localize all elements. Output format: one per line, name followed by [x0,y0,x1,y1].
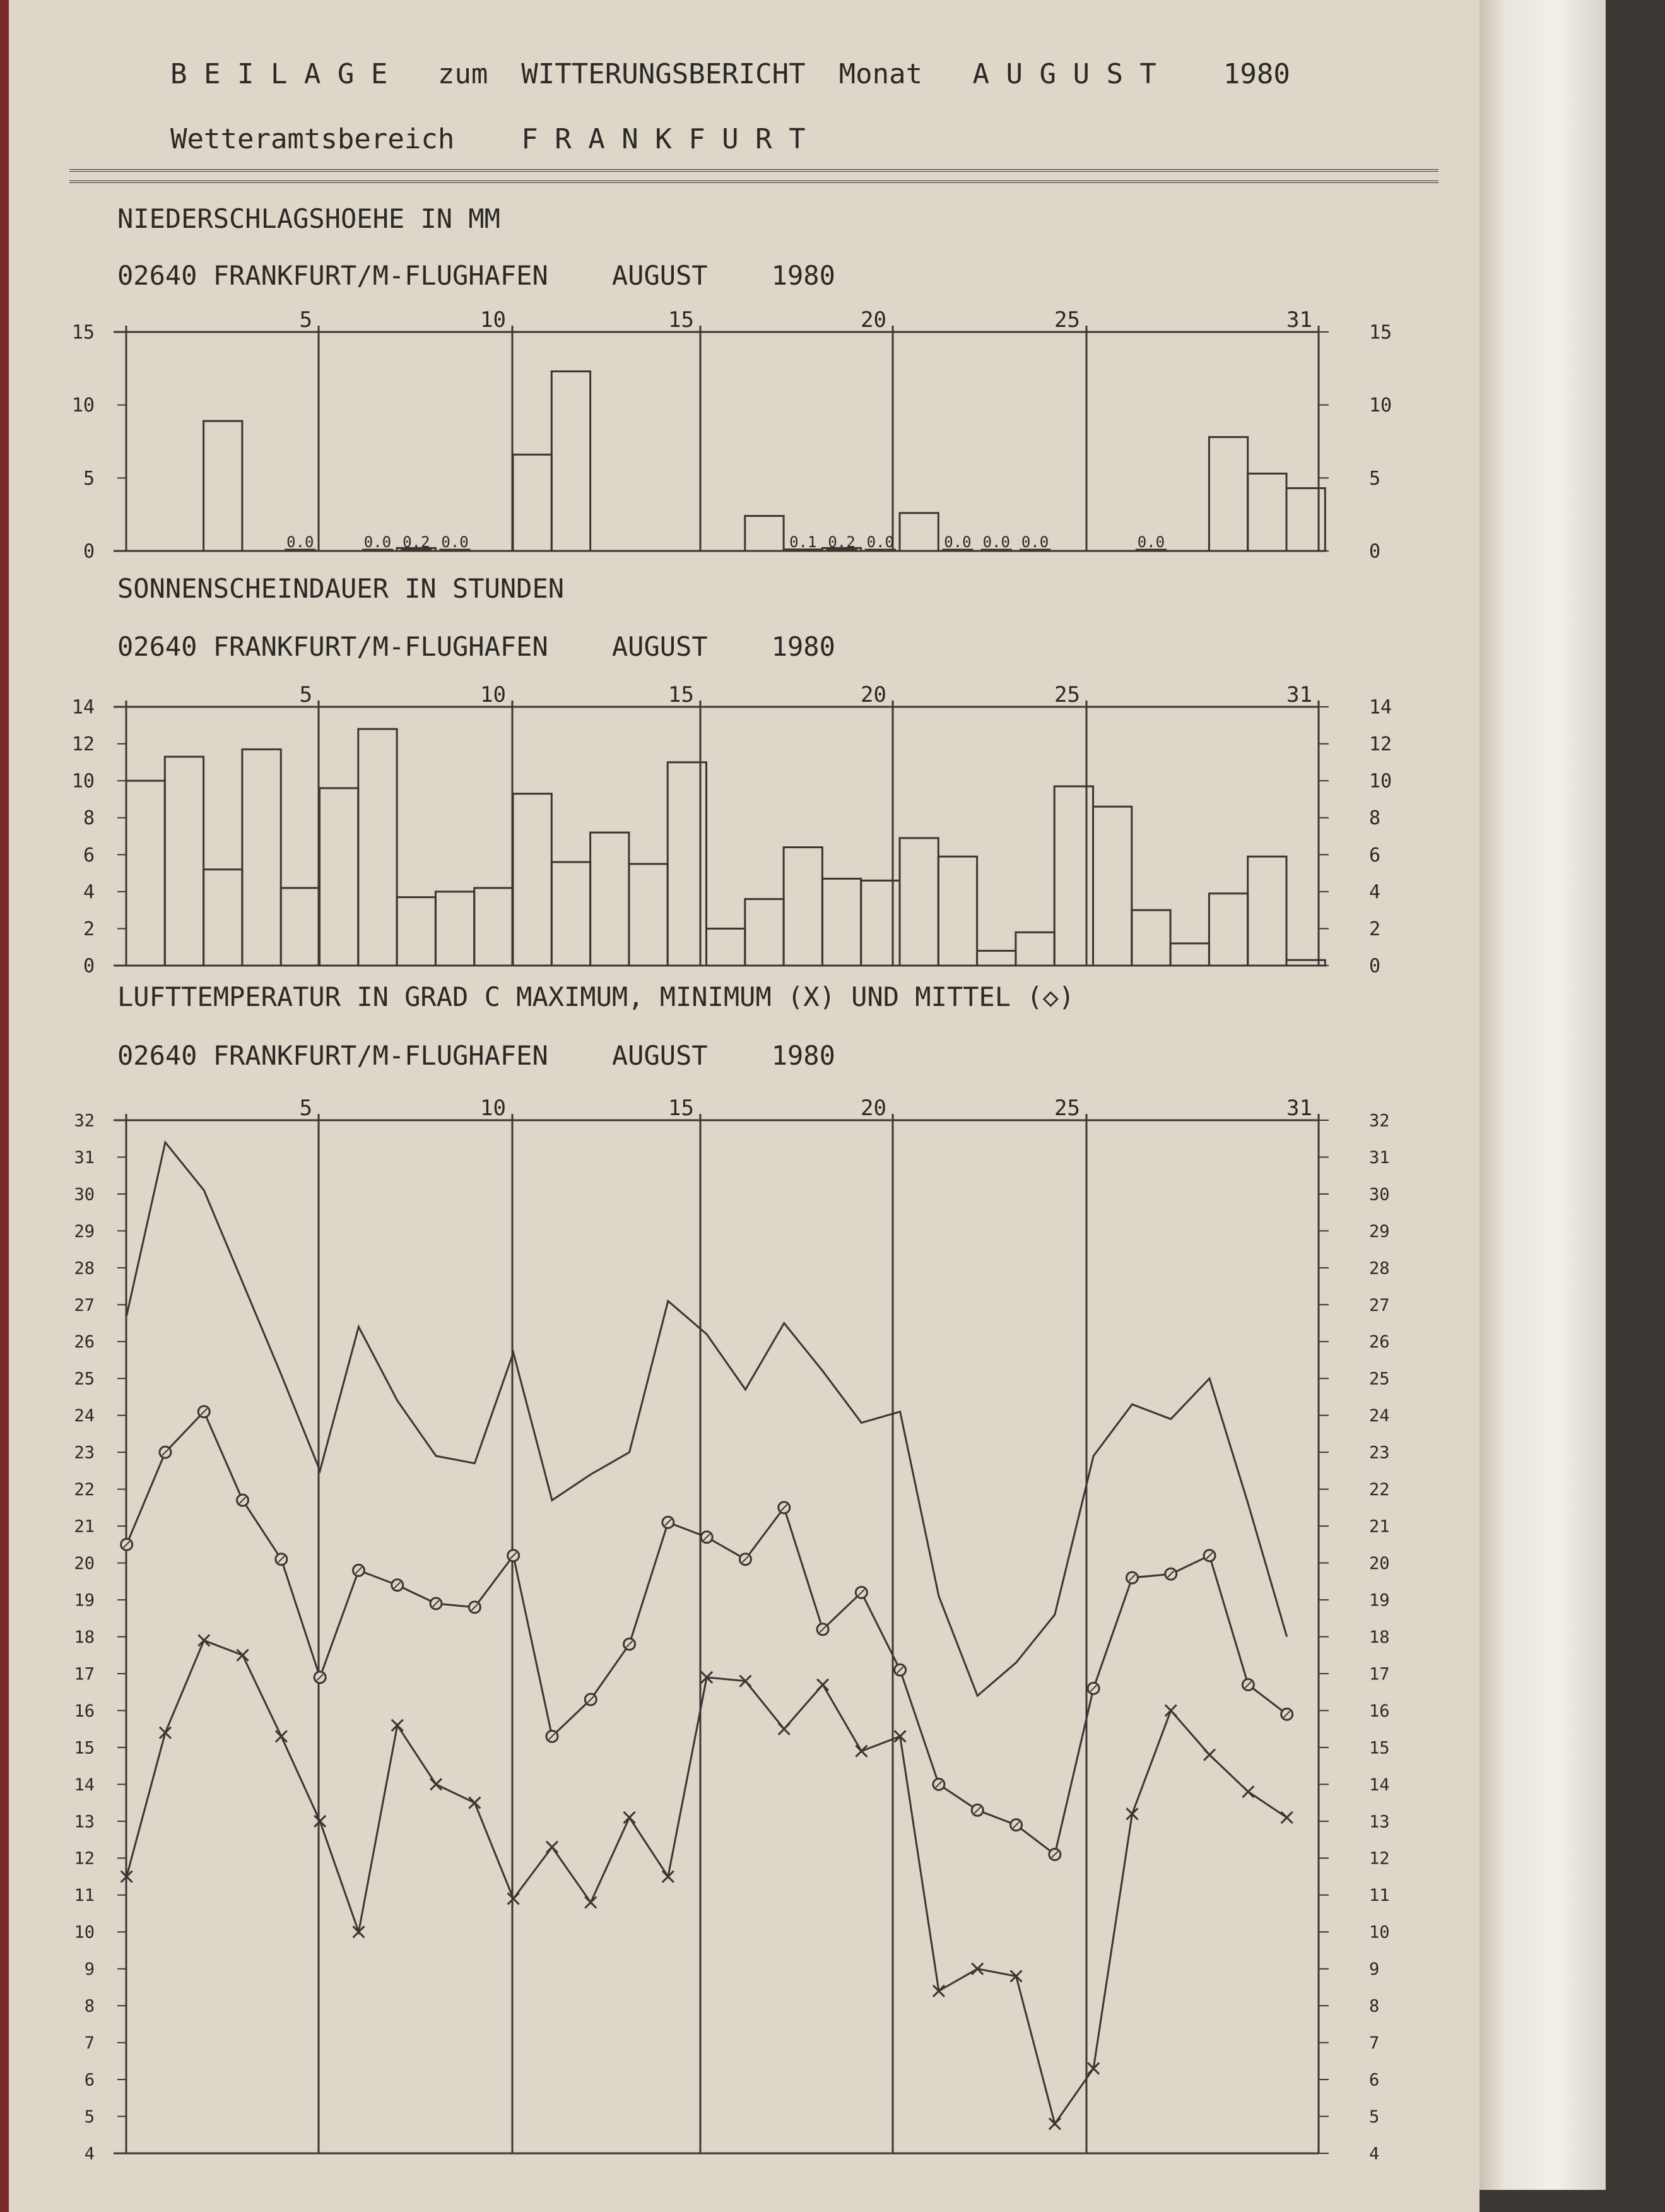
sun-bar [977,951,1016,966]
temp-ytick-label-right: 6 [1369,2070,1380,2090]
precip-bar [204,421,242,551]
temp-ytick-label-left: 6 [84,2070,95,2090]
precip-data-label: 0.0 [441,533,469,551]
sun-bar [591,832,629,966]
temp-ytick-label-left: 26 [74,1332,95,1352]
temp-series-maximum [127,1142,1287,1696]
sun-day-label: 20 [861,682,886,707]
sun-ytick-label-left: 10 [71,770,95,793]
temp-ytick-label-left: 15 [74,1738,95,1758]
precip-data-label: 0.2 [403,533,430,551]
sun-ytick-label-right: 10 [1369,770,1392,793]
temp-ytick-label-left: 14 [74,1775,95,1795]
temp-subtitle: 02640 FRANKFURT/M-FLUGHAFEN AUGUST 1980 [117,1040,835,1071]
temp-ytick-label-right: 14 [1369,1775,1390,1795]
precip-ytick-label-right: 10 [1369,394,1392,417]
precip-data-label: 0.0 [363,533,392,551]
sun-title: SONNENSCHEINDAUER IN STUNDEN [117,573,565,604]
temp-point-min [508,1893,519,1905]
precip-bar [551,371,590,551]
temp-point-min [585,1896,596,1908]
temp-ytick-label-right: 29 [1369,1221,1390,1241]
sun-bar [435,892,474,966]
temp-ytick-label-right: 21 [1369,1517,1390,1537]
sun-ytick-label-left: 14 [71,696,95,719]
temp-point-min [314,1816,326,1827]
precip-bar [1248,473,1286,551]
temp-ytick-label-left: 25 [74,1369,95,1389]
temp-ytick-label-right: 32 [1369,1111,1390,1131]
temp-day-label: 20 [861,1096,886,1121]
temp-ytick-label-left: 18 [74,1627,95,1647]
sun-bar [1132,910,1170,966]
sun-bar [281,888,319,966]
temp-ytick-label-left: 11 [74,1886,95,1906]
temp-ytick-label-right: 15 [1369,1738,1390,1758]
sun-bar [784,848,822,966]
sun-bar [629,864,668,966]
temp-point-min [430,1778,442,1790]
sun-bar [126,781,165,966]
sun-bar [1016,932,1054,966]
temp-ytick-label-right: 30 [1369,1185,1390,1205]
sun-bar [1209,894,1247,966]
sun-day-label: 5 [299,682,312,707]
precip-data-label: 0.0 [866,533,895,551]
temp-ytick-label-left: 4 [84,2144,95,2164]
temp-point-min [779,1724,790,1735]
sun-bar [1248,856,1286,966]
temp-point-min [1204,1749,1215,1761]
sun-bar [861,880,900,966]
precip-subtitle: 02640 FRANKFURT/M-FLUGHAFEN AUGUST 1980 [117,260,835,291]
temp-ytick-label-right: 22 [1369,1480,1390,1500]
temp-day-label: 31 [1286,1096,1312,1121]
precip-day-label: 31 [1286,307,1312,333]
sun-bar [204,870,242,966]
temp-ytick-label-left: 21 [74,1517,95,1537]
temp-ytick-label-left: 24 [74,1406,95,1426]
temp-point-min [1165,1705,1177,1716]
precip-data-label: 0.0 [944,533,972,551]
sun-bar [822,878,861,966]
sun-day-label: 15 [668,682,694,707]
temp-ytick-label-right: 28 [1369,1258,1390,1279]
temp-ytick-label-right: 31 [1369,1147,1390,1168]
temp-point-min [198,1635,209,1646]
temp-ytick-label-left: 31 [74,1147,95,1168]
sun-ytick-label-right: 12 [1369,733,1392,756]
sun-bar [513,794,551,966]
sun-ytick-label-left: 6 [83,844,95,866]
temp-ytick-label-right: 9 [1369,1960,1380,1980]
precip-ytick-label-left: 5 [83,467,95,490]
precip-ytick-label-right: 5 [1369,467,1381,490]
temp-ytick-label-right: 20 [1369,1554,1390,1574]
precip-data-label: 0.0 [1137,533,1165,551]
sun-ytick-label-right: 8 [1369,807,1381,830]
sun-day-label: 25 [1054,682,1080,707]
temp-ytick-label-right: 23 [1369,1443,1390,1463]
temp-point-min [160,1727,171,1739]
temp-point-min [546,1842,558,1853]
temp-point-min [817,1679,828,1691]
temp-ytick-label-left: 19 [74,1590,95,1611]
temp-ytick-label-left: 10 [74,1922,95,1943]
temp-ytick-label-left: 32 [74,1111,95,1131]
sun-bar [900,838,938,966]
sun-bar [1093,807,1132,966]
sun-day-label: 10 [480,682,506,707]
precip-day-label: 15 [668,307,694,333]
precip-ytick-label-left: 0 [83,540,95,563]
sun-ytick-label-left: 0 [83,955,95,978]
temp-point-min [1242,1786,1254,1797]
temp-ytick-label-left: 28 [74,1258,95,1279]
temp-ytick-label-left: 23 [74,1443,95,1463]
precip-bar [900,513,938,551]
sun-ytick-label-left: 4 [83,881,95,904]
sun-ytick-label-right: 14 [1369,696,1392,719]
temp-day-label: 5 [299,1096,312,1121]
region-heading: Wetteramtsbereich F R A N K F U R T [170,123,806,155]
sun-bar [397,897,435,966]
precip-bar [513,454,551,551]
sun-bar [1170,943,1209,966]
temp-series-mittel [127,1412,1287,1855]
temp-ytick-label-right: 10 [1369,1922,1390,1943]
precip-day-label: 5 [299,307,312,333]
precip-data-label: 0.0 [1021,533,1049,551]
temp-ytick-label-left: 12 [74,1848,95,1869]
precip-data-label: 0.2 [828,533,856,551]
temp-ytick-label-left: 29 [74,1221,95,1241]
temp-ytick-label-left: 22 [74,1480,95,1500]
temp-ytick-label-left: 13 [74,1812,95,1832]
temp-ytick-label-right: 17 [1369,1664,1390,1684]
temp-ytick-label-right: 7 [1369,2033,1380,2054]
sun-day-label: 31 [1286,682,1312,707]
temp-day-label: 25 [1054,1096,1080,1121]
sun-bar [165,757,203,966]
temp-ytick-label-left: 30 [74,1185,95,1205]
sun-ytick-label-right: 0 [1369,955,1381,978]
precip-day-label: 25 [1054,307,1080,333]
precip-data-label: 0.1 [789,533,817,551]
precip-ytick-label-left: 10 [71,394,95,417]
temp-ytick-label-right: 12 [1369,1848,1390,1869]
temp-ytick-label-right: 19 [1369,1590,1390,1611]
precip-ytick-label-right: 15 [1369,321,1392,344]
temp-day-label: 10 [480,1096,506,1121]
sun-ytick-label-left: 12 [71,733,95,756]
sun-bar [358,729,397,966]
sun-subtitle: 02640 FRANKFURT/M-FLUGHAFEN AUGUST 1980 [117,631,835,662]
temp-ytick-label-right: 24 [1369,1406,1390,1426]
temp-ytick-label-left: 20 [74,1554,95,1574]
temp-ytick-label-left: 27 [74,1295,95,1315]
temp-ytick-label-right: 5 [1369,2107,1380,2127]
temp-day-label: 15 [668,1096,694,1121]
precip-day-label: 10 [480,307,506,333]
temp-ytick-label-left: 17 [74,1664,95,1684]
temp-point-min [276,1730,287,1742]
precip-ytick-label-right: 0 [1369,540,1381,563]
sun-bar [745,899,784,966]
temp-title: LUFTTEMPERATUR IN GRAD C MAXIMUM, MINIMUM (X) UND MITTEL (◇) [117,981,1075,1012]
sun-ytick-label-right: 2 [1369,918,1381,940]
precip-ytick-label-left: 15 [71,321,95,344]
temp-point-min [469,1797,480,1809]
temp-ytick-label-right: 18 [1369,1627,1390,1647]
temp-ytick-label-left: 9 [84,1960,95,1980]
sun-ytick-label-right: 6 [1369,844,1381,866]
sun-bar [551,862,590,966]
temp-point-min [624,1812,635,1823]
sun-bar [938,856,977,966]
sun-bar [707,928,745,966]
temp-ytick-label-left: 5 [84,2107,95,2127]
sun-bar [320,788,358,966]
temp-ytick-label-right: 27 [1369,1295,1390,1315]
temp-point-min [1281,1812,1293,1823]
temp-ytick-label-right: 11 [1369,1886,1390,1906]
temp-ytick-label-left: 8 [84,1996,95,2016]
sun-ytick-label-left: 8 [83,807,95,830]
temp-point-min [237,1650,249,1661]
temp-series-minimum [127,1640,1287,2124]
temp-point-min [1049,2118,1061,2129]
sun-bar [474,888,513,966]
temp-ytick-label-right: 26 [1369,1332,1390,1352]
precip-bar [745,516,784,551]
precip-bar [1209,437,1247,551]
temp-ytick-label-right: 25 [1369,1369,1390,1389]
sun-ytick-label-left: 2 [83,918,95,940]
temp-ytick-label-right: 8 [1369,1996,1380,2016]
precip-data-label: 0.0 [286,533,314,551]
temp-point-min [856,1746,867,1757]
precip-day-label: 20 [861,307,886,333]
temp-ytick-label-right: 13 [1369,1812,1390,1832]
temp-ytick-label-right: 16 [1369,1701,1390,1721]
sun-ytick-label-right: 4 [1369,881,1381,904]
sun-bar [242,749,281,966]
precip-title: NIEDERSCHLAGSHOEHE IN MM [117,203,500,234]
temp-ytick-label-right: 4 [1369,2144,1380,2164]
temp-ytick-label-left: 7 [84,2033,95,2054]
report-heading: B E I L A G E zum WITTERUNGSBERICHT Monat A U G U S T 1980 [170,58,1290,90]
temp-ytick-label-left: 16 [74,1701,95,1721]
precip-data-label: 0.0 [982,533,1010,551]
